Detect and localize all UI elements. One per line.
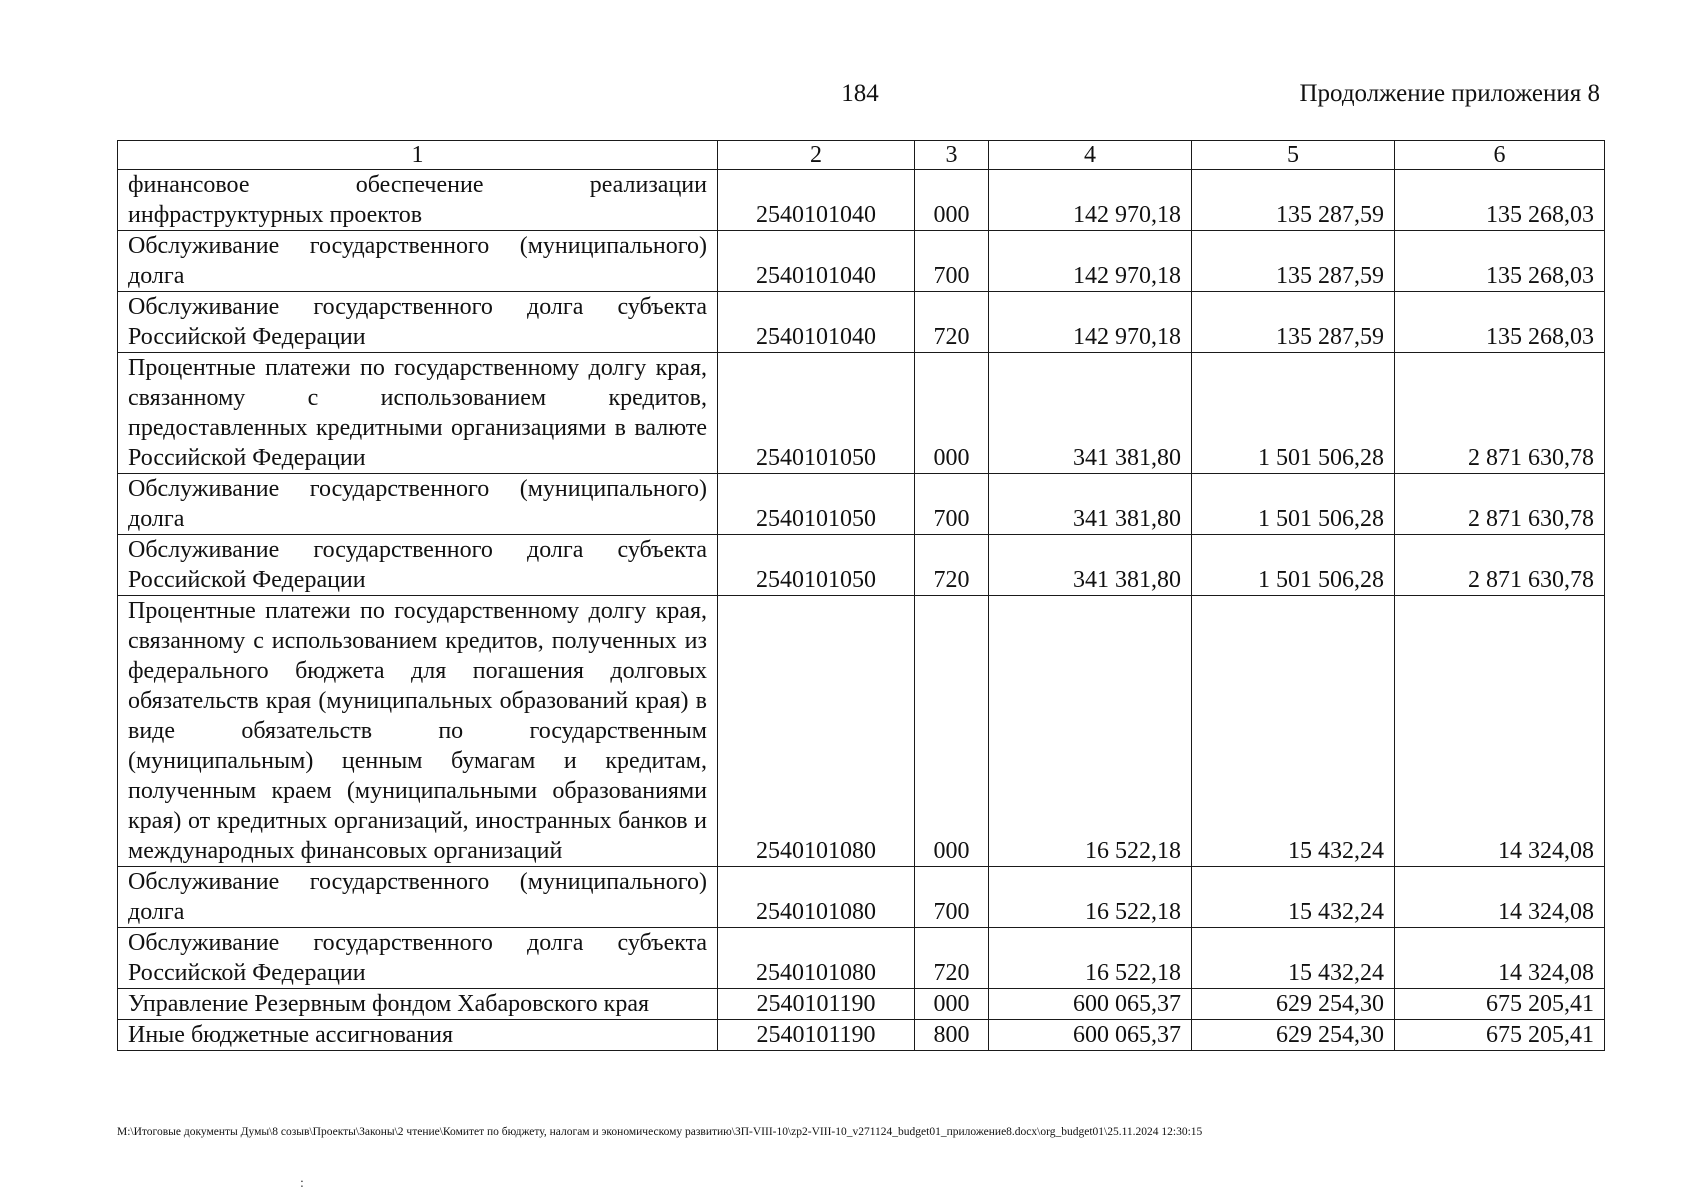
row-value-2: 629 254,30 (1192, 1020, 1395, 1051)
row-code: 2540101080 (718, 928, 915, 989)
row-name: Процентные платежи по государственному долгу края, связанному с использованием кредитов, полученных из федерального бюджета для погашения долговых обязательств края (муниципальных образований края) в виде обязательств по государственным (муниципальным) ценным бумагам и кредитам, полученным краем (муниципальными образованиями края) от кредитных организаций, иностранных банков и международных финансовых организаций (118, 596, 718, 867)
table-row (118, 292, 1605, 353)
table-row (118, 170, 1605, 231)
row-value-3: 2 871 630,78 (1395, 535, 1605, 596)
column-header-3: 3 (915, 141, 989, 170)
table-row (118, 535, 1605, 596)
row-kvr: 000 (915, 989, 989, 1020)
row-value-2: 135 287,59 (1192, 231, 1395, 292)
column-header-4: 4 (989, 141, 1192, 170)
row-value-2: 15 432,24 (1192, 596, 1395, 867)
table-row (118, 928, 1605, 989)
row-name: Управление Резервным фондом Хабаровского края (118, 989, 718, 1020)
row-value-3: 135 268,03 (1395, 170, 1605, 231)
row-value-1: 341 381,80 (989, 353, 1192, 474)
table-row (118, 989, 1605, 1020)
row-value-1: 600 065,37 (989, 1020, 1192, 1051)
row-name: Иные бюджетные ассигнования (118, 1020, 718, 1051)
row-value-3: 2 871 630,78 (1395, 353, 1605, 474)
row-value-2: 135 287,59 (1192, 170, 1395, 231)
row-value-1: 341 381,80 (989, 535, 1192, 596)
row-value-2: 629 254,30 (1192, 989, 1395, 1020)
budget-table (117, 140, 1605, 1051)
row-value-2: 1 501 506,28 (1192, 353, 1395, 474)
column-header-6: 6 (1395, 141, 1605, 170)
table-row (118, 231, 1605, 292)
row-kvr: 700 (915, 474, 989, 535)
row-value-2: 135 287,59 (1192, 292, 1395, 353)
table-row (118, 353, 1605, 474)
row-code: 2540101080 (718, 867, 915, 928)
row-code: 2540101050 (718, 353, 915, 474)
table-row (118, 1020, 1605, 1051)
header-row (118, 141, 1605, 170)
row-kvr: 000 (915, 596, 989, 867)
row-kvr: 700 (915, 231, 989, 292)
row-value-1: 16 522,18 (989, 928, 1192, 989)
row-kvr: 720 (915, 535, 989, 596)
row-value-3: 135 268,03 (1395, 292, 1605, 353)
page-number: 184 (841, 80, 879, 107)
row-code: 2540101040 (718, 292, 915, 353)
row-value-2: 1 501 506,28 (1192, 535, 1395, 596)
row-value-3: 675 205,41 (1395, 1020, 1605, 1051)
row-code: 2540101190 (718, 989, 915, 1020)
row-name: Обслуживание государственного долга субъекта Российской Федерации (118, 292, 718, 353)
row-value-1: 341 381,80 (989, 474, 1192, 535)
column-header-1: 1 (118, 141, 718, 170)
row-value-3: 675 205,41 (1395, 989, 1605, 1020)
row-value-3: 135 268,03 (1395, 231, 1605, 292)
scan-mark: : (300, 1176, 304, 1191)
row-kvr: 720 (915, 928, 989, 989)
row-value-1: 16 522,18 (989, 596, 1192, 867)
row-code: 2540101050 (718, 535, 915, 596)
row-code: 2540101040 (718, 231, 915, 292)
row-value-1: 142 970,18 (989, 231, 1192, 292)
table-row (118, 596, 1605, 867)
row-name: Процентные платежи по государственному долгу края, связанному с использованием кредитов, предоставленных кредитными организациями в валюте Российской Федерации (118, 353, 718, 474)
row-value-1: 142 970,18 (989, 170, 1192, 231)
row-value-2: 15 432,24 (1192, 928, 1395, 989)
column-header-2: 2 (718, 141, 915, 170)
continuation-label: Продолжение приложения 8 (1299, 80, 1600, 107)
row-code: 2540101080 (718, 596, 915, 867)
row-code: 2540101050 (718, 474, 915, 535)
row-value-1: 600 065,37 (989, 989, 1192, 1020)
row-value-1: 142 970,18 (989, 292, 1192, 353)
row-name: финансовое обеспечение реализации инфраструктурных проектов (118, 170, 718, 231)
row-name: Обслуживание государственного долга субъекта Российской Федерации (118, 928, 718, 989)
row-kvr: 800 (915, 1020, 989, 1051)
row-value-2: 1 501 506,28 (1192, 474, 1395, 535)
row-value-2: 15 432,24 (1192, 867, 1395, 928)
row-name: Обслуживание государственного долга субъекта Российской Федерации (118, 535, 718, 596)
column-header-5: 5 (1192, 141, 1395, 170)
row-name: Обслуживание государственного (муниципального) долга (118, 231, 718, 292)
row-code: 2540101040 (718, 170, 915, 231)
row-value-3: 14 324,08 (1395, 596, 1605, 867)
row-name: Обслуживание государственного (муниципального) долга (118, 867, 718, 928)
row-code: 2540101190 (718, 1020, 915, 1051)
footer-file-path: M:\Итоговые документы Думы\8 созыв\Проекты\Законы\2 чтение\Комитет по бюджету, налогам и экономическому развитию\ЗП-VIII-10\zp2-VIII-10_v271124_budget01_приложение8.docx\org_budget01\25.11.2024 12:30:15 (117, 1126, 1203, 1138)
row-name: Обслуживание государственного (муниципального) долга (118, 474, 718, 535)
row-value-3: 2 871 630,78 (1395, 474, 1605, 535)
row-value-3: 14 324,08 (1395, 867, 1605, 928)
row-value-1: 16 522,18 (989, 867, 1192, 928)
row-kvr: 000 (915, 353, 989, 474)
table-row (118, 867, 1605, 928)
row-kvr: 000 (915, 170, 989, 231)
row-kvr: 720 (915, 292, 989, 353)
row-kvr: 700 (915, 867, 989, 928)
row-value-3: 14 324,08 (1395, 928, 1605, 989)
table-row (118, 474, 1605, 535)
